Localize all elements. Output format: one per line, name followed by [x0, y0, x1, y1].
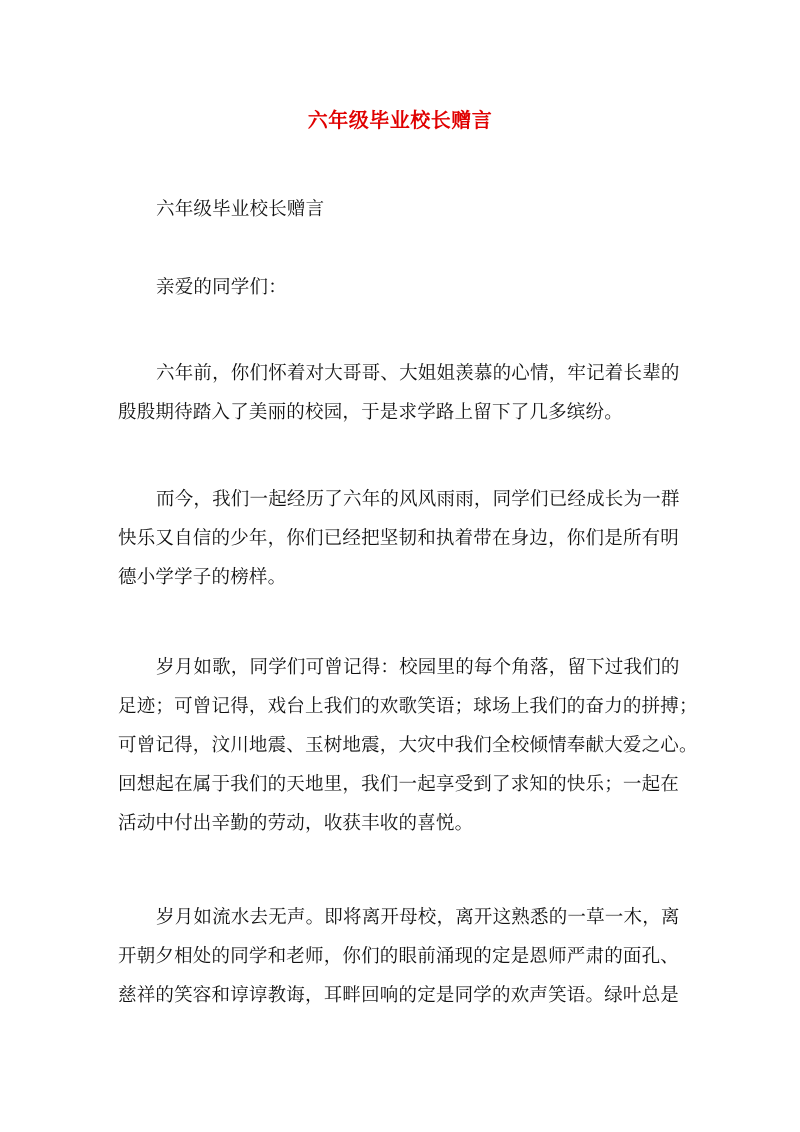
paragraph-line: 活动中付出辛勤的劳动，收获丰收的喜悦。 [118, 813, 474, 834]
paragraph-line: 慈祥的笑容和谆谆教诲，耳畔回响的定是同学的欢声笑语。绿叶总是 [118, 985, 680, 1006]
paragraph-line: 岁月如流水去无声。即将离开母校，离开这熟悉的一草一木，离 [156, 907, 680, 928]
document-title: 六年级毕业校长赠言 [307, 108, 493, 132]
paragraph-6 [118, 898, 684, 1015]
paragraph-4 [118, 480, 684, 597]
paragraph-line: 而今，我们一起经历了六年的风风雨雨，同学们已经成长为一群 [156, 489, 680, 510]
paragraph-line: 足迹；可曾记得，戏台上我们的欢歌笑语；球场上我们的奋力的拼搏； [118, 696, 698, 717]
paragraph-line: 回想起在属于我们的天地里，我们一起享受到了求知的快乐；一起在 [118, 774, 680, 795]
paragraph-salutation [118, 268, 684, 307]
paragraph-line: 快乐又自信的少年，你们已经把坚韧和执着带在身边，你们是所有明 [118, 528, 680, 549]
paragraph-line: 六年级毕业校长赠言 [156, 199, 325, 220]
paragraph-heading [118, 190, 684, 229]
paragraph-3 [118, 354, 684, 432]
paragraph-line: 开朝夕相处的同学和老师，你们的眼前涌现的定是恩师严肃的面孔、 [118, 946, 680, 967]
paragraph-5 [118, 648, 698, 843]
paragraph-line: 岁月如歌，同学们可曾记得：校园里的每个角落，留下过我们的 [156, 657, 680, 678]
paragraph-line: 德小学学子的榜样。 [118, 567, 287, 588]
paragraph-line: 六年前，你们怀着对大哥哥、大姐姐羡慕的心情，牢记着长辈的 [156, 363, 680, 384]
paragraph-line: 殷殷期待踏入了美丽的校园，于是求学路上留下了几多缤纷。 [118, 402, 623, 423]
paragraph-line: 可曾记得，汶川地震、玉树地震，大灾中我们全校倾情奉献大爱之心。 [118, 735, 698, 756]
paragraph-line: 亲爱的同学们： [156, 277, 287, 298]
